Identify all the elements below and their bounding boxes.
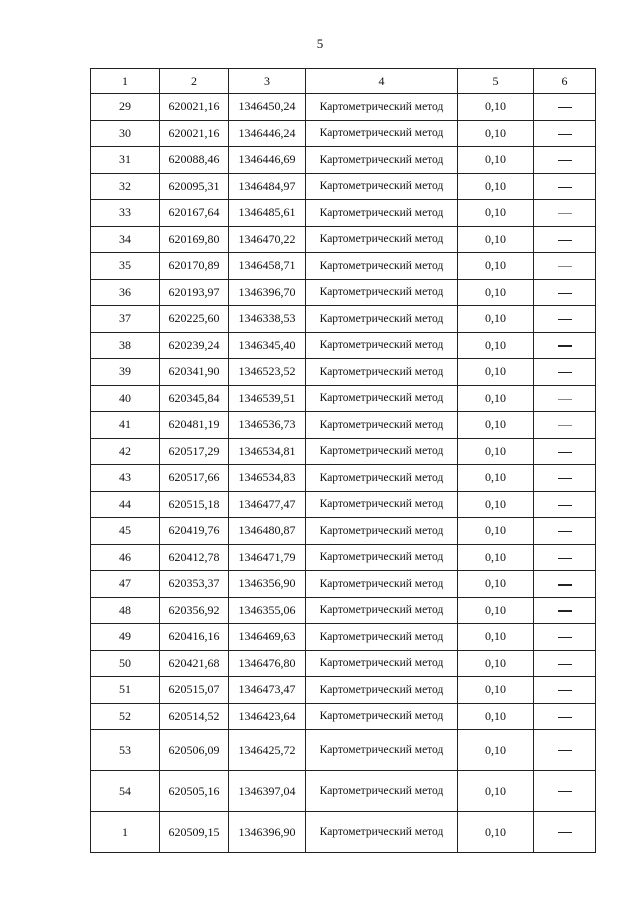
y-coordinate-cell: 1346396,90: [229, 812, 306, 853]
dash-mark: [558, 791, 572, 792]
method-cell: Картометрический метод: [306, 730, 458, 771]
dash-mark: [558, 213, 572, 214]
table-row: [91, 730, 596, 771]
y-coordinate-cell: 1346396,70: [229, 279, 306, 306]
note-cell: [534, 438, 596, 465]
note-cell: [534, 771, 596, 812]
dash-mark: [558, 134, 572, 135]
note-cell: [534, 200, 596, 227]
x-coordinate-cell: 620193,97: [160, 279, 229, 306]
note-cell: [534, 332, 596, 359]
coordinates-table: [90, 68, 596, 853]
table-row: [91, 597, 596, 624]
dash-mark: [558, 750, 572, 751]
method-cell: Картометрический метод: [306, 571, 458, 598]
point-number-cell: 45: [91, 518, 160, 545]
y-coordinate-cell: 1346355,06: [229, 597, 306, 624]
table-row: [91, 544, 596, 571]
header-col-5: 5: [458, 69, 534, 94]
x-coordinate-cell: 620169,80: [160, 226, 229, 253]
table-row: [91, 279, 596, 306]
accuracy-cell: 0,10: [458, 226, 534, 253]
y-coordinate-cell: 1346471,79: [229, 544, 306, 571]
point-number-cell: 1: [91, 812, 160, 853]
table-row: [91, 120, 596, 147]
y-coordinate-cell: 1346469,63: [229, 624, 306, 651]
point-number-cell: 37: [91, 306, 160, 333]
note-cell: [534, 94, 596, 121]
dash-mark: [558, 266, 572, 267]
table-row: [91, 771, 596, 812]
note-cell: [534, 624, 596, 651]
dash-mark: [558, 610, 572, 612]
table-row: [91, 624, 596, 651]
accuracy-cell: 0,10: [458, 200, 534, 227]
note-cell: [534, 650, 596, 677]
table-row: [91, 306, 596, 333]
point-number-cell: 47: [91, 571, 160, 598]
table-row: [91, 359, 596, 386]
method-cell: Картометрический метод: [306, 359, 458, 386]
dash-mark: [558, 293, 572, 294]
point-number-cell: 38: [91, 332, 160, 359]
method-cell: Картометрический метод: [306, 438, 458, 465]
accuracy-cell: 0,10: [458, 332, 534, 359]
method-cell: Картометрический метод: [306, 279, 458, 306]
point-number-cell: 46: [91, 544, 160, 571]
accuracy-cell: 0,10: [458, 94, 534, 121]
method-cell: Картометрический метод: [306, 544, 458, 571]
method-cell: Картометрический метод: [306, 650, 458, 677]
method-cell: Картометрический метод: [306, 253, 458, 280]
note-cell: [534, 730, 596, 771]
accuracy-cell: 0,10: [458, 771, 534, 812]
dash-mark: [558, 664, 572, 665]
dash-mark: [558, 399, 572, 400]
y-coordinate-cell: 1346446,24: [229, 120, 306, 147]
accuracy-cell: 0,10: [458, 120, 534, 147]
method-cell: Картометрический метод: [306, 518, 458, 545]
point-number-cell: 48: [91, 597, 160, 624]
point-number-cell: 36: [91, 279, 160, 306]
method-cell: Картометрический метод: [306, 200, 458, 227]
accuracy-cell: 0,10: [458, 677, 534, 704]
note-cell: [534, 120, 596, 147]
x-coordinate-cell: 620421,68: [160, 650, 229, 677]
method-cell: Картометрический метод: [306, 120, 458, 147]
x-coordinate-cell: 620345,84: [160, 385, 229, 412]
note-cell: [534, 491, 596, 518]
header-col-4: 4: [306, 69, 458, 94]
accuracy-cell: 0,10: [458, 703, 534, 730]
method-cell: Картометрический метод: [306, 677, 458, 704]
x-coordinate-cell: 620088,46: [160, 147, 229, 174]
note-cell: [534, 306, 596, 333]
x-coordinate-cell: 620416,16: [160, 624, 229, 651]
header-col-3: 3: [229, 69, 306, 94]
point-number-cell: 39: [91, 359, 160, 386]
dash-mark: [558, 240, 572, 241]
x-coordinate-cell: 620517,66: [160, 465, 229, 492]
note-cell: [534, 571, 596, 598]
method-cell: Картометрический метод: [306, 771, 458, 812]
note-cell: [534, 253, 596, 280]
table-row: [91, 94, 596, 121]
x-coordinate-cell: 620419,76: [160, 518, 229, 545]
x-coordinate-cell: 620515,18: [160, 491, 229, 518]
y-coordinate-cell: 1346425,72: [229, 730, 306, 771]
header-col-1: 1: [91, 69, 160, 94]
method-cell: Картометрический метод: [306, 147, 458, 174]
point-number-cell: 49: [91, 624, 160, 651]
note-cell: [534, 677, 596, 704]
dash-mark: [558, 832, 572, 833]
x-coordinate-cell: 620505,16: [160, 771, 229, 812]
point-number-cell: 52: [91, 703, 160, 730]
point-number-cell: 54: [91, 771, 160, 812]
x-coordinate-cell: 620509,15: [160, 812, 229, 853]
table-row: [91, 147, 596, 174]
y-coordinate-cell: 1346480,87: [229, 518, 306, 545]
table-row: [91, 385, 596, 412]
y-coordinate-cell: 1346397,04: [229, 771, 306, 812]
table-row: [91, 226, 596, 253]
accuracy-cell: 0,10: [458, 147, 534, 174]
point-number-cell: 51: [91, 677, 160, 704]
x-coordinate-cell: 620170,89: [160, 253, 229, 280]
x-coordinate-cell: 620353,37: [160, 571, 229, 598]
dash-mark: [558, 160, 572, 161]
table-row: [91, 650, 596, 677]
y-coordinate-cell: 1346470,22: [229, 226, 306, 253]
point-number-cell: 42: [91, 438, 160, 465]
dash-mark: [558, 690, 572, 691]
note-cell: [534, 147, 596, 174]
accuracy-cell: 0,10: [458, 412, 534, 439]
accuracy-cell: 0,10: [458, 597, 534, 624]
table-row: [91, 571, 596, 598]
y-coordinate-cell: 1346356,90: [229, 571, 306, 598]
table-row: [91, 332, 596, 359]
note-cell: [534, 465, 596, 492]
point-number-cell: 31: [91, 147, 160, 174]
method-cell: Картометрический метод: [306, 94, 458, 121]
y-coordinate-cell: 1346539,51: [229, 385, 306, 412]
y-coordinate-cell: 1346534,83: [229, 465, 306, 492]
point-number-cell: 50: [91, 650, 160, 677]
method-cell: Картометрический метод: [306, 812, 458, 853]
x-coordinate-cell: 620481,19: [160, 412, 229, 439]
table-body: [91, 94, 596, 853]
method-cell: Картометрический метод: [306, 306, 458, 333]
y-coordinate-cell: 1346485,61: [229, 200, 306, 227]
method-cell: Картометрический метод: [306, 491, 458, 518]
x-coordinate-cell: 620506,09: [160, 730, 229, 771]
dash-mark: [558, 531, 572, 532]
method-cell: Картометрический метод: [306, 226, 458, 253]
method-cell: Картометрический метод: [306, 332, 458, 359]
accuracy-cell: 0,10: [458, 465, 534, 492]
method-cell: Картометрический метод: [306, 412, 458, 439]
y-coordinate-cell: 1346476,80: [229, 650, 306, 677]
note-cell: [534, 812, 596, 853]
accuracy-cell: 0,10: [458, 571, 534, 598]
accuracy-cell: 0,10: [458, 253, 534, 280]
accuracy-cell: 0,10: [458, 306, 534, 333]
y-coordinate-cell: 1346345,40: [229, 332, 306, 359]
y-coordinate-cell: 1346450,24: [229, 94, 306, 121]
method-cell: Картометрический метод: [306, 624, 458, 651]
table-row: [91, 412, 596, 439]
x-coordinate-cell: 620341,90: [160, 359, 229, 386]
note-cell: [534, 544, 596, 571]
method-cell: Картометрический метод: [306, 385, 458, 412]
point-number-cell: 29: [91, 94, 160, 121]
note-cell: [534, 597, 596, 624]
point-number-cell: 53: [91, 730, 160, 771]
note-cell: [534, 703, 596, 730]
point-number-cell: 34: [91, 226, 160, 253]
point-number-cell: 33: [91, 200, 160, 227]
table-row: [91, 491, 596, 518]
note-cell: [534, 279, 596, 306]
table-row: [91, 200, 596, 227]
y-coordinate-cell: 1346338,53: [229, 306, 306, 333]
point-number-cell: 35: [91, 253, 160, 280]
table-row: [91, 703, 596, 730]
dash-mark: [558, 107, 572, 108]
y-coordinate-cell: 1346423,64: [229, 703, 306, 730]
dash-mark: [558, 452, 572, 453]
x-coordinate-cell: 620167,64: [160, 200, 229, 227]
accuracy-cell: 0,10: [458, 173, 534, 200]
note-cell: [534, 412, 596, 439]
note-cell: [534, 226, 596, 253]
table-header-row: [91, 69, 596, 94]
x-coordinate-cell: 620225,60: [160, 306, 229, 333]
y-coordinate-cell: 1346484,97: [229, 173, 306, 200]
y-coordinate-cell: 1346473,47: [229, 677, 306, 704]
note-cell: [534, 385, 596, 412]
dash-mark: [558, 637, 572, 638]
header-col-6: 6: [534, 69, 596, 94]
dash-mark: [558, 505, 572, 506]
point-number-cell: 40: [91, 385, 160, 412]
table-row: [91, 173, 596, 200]
dash-mark: [558, 187, 572, 188]
y-coordinate-cell: 1346458,71: [229, 253, 306, 280]
table-row: [91, 518, 596, 545]
y-coordinate-cell: 1346534,81: [229, 438, 306, 465]
y-coordinate-cell: 1346523,52: [229, 359, 306, 386]
point-number-cell: 43: [91, 465, 160, 492]
accuracy-cell: 0,10: [458, 730, 534, 771]
accuracy-cell: 0,10: [458, 812, 534, 853]
table-row: [91, 677, 596, 704]
x-coordinate-cell: 620412,78: [160, 544, 229, 571]
note-cell: [534, 173, 596, 200]
x-coordinate-cell: 620021,16: [160, 120, 229, 147]
x-coordinate-cell: 620515,07: [160, 677, 229, 704]
dash-mark: [558, 558, 572, 559]
dash-mark: [558, 319, 572, 320]
table-row: [91, 253, 596, 280]
x-coordinate-cell: 620356,92: [160, 597, 229, 624]
y-coordinate-cell: 1346477,47: [229, 491, 306, 518]
table-row: [91, 438, 596, 465]
dash-mark: [558, 717, 572, 718]
accuracy-cell: 0,10: [458, 518, 534, 545]
accuracy-cell: 0,10: [458, 438, 534, 465]
dash-mark: [558, 425, 572, 426]
header-col-2: 2: [160, 69, 229, 94]
point-number-cell: 30: [91, 120, 160, 147]
method-cell: Картометрический метод: [306, 173, 458, 200]
point-number-cell: 32: [91, 173, 160, 200]
accuracy-cell: 0,10: [458, 385, 534, 412]
note-cell: [534, 359, 596, 386]
point-number-cell: 44: [91, 491, 160, 518]
page-number: 5: [316, 36, 324, 51]
method-cell: Картометрический метод: [306, 465, 458, 492]
dash-mark: [558, 478, 572, 479]
point-number-cell: 41: [91, 412, 160, 439]
table-row: [91, 812, 596, 853]
x-coordinate-cell: 620095,31: [160, 173, 229, 200]
accuracy-cell: 0,10: [458, 624, 534, 651]
dash-mark: [558, 584, 572, 586]
x-coordinate-cell: 620514,52: [160, 703, 229, 730]
accuracy-cell: 0,10: [458, 279, 534, 306]
accuracy-cell: 0,10: [458, 359, 534, 386]
x-coordinate-cell: 620517,29: [160, 438, 229, 465]
x-coordinate-cell: 620239,24: [160, 332, 229, 359]
method-cell: Картометрический метод: [306, 703, 458, 730]
method-cell: Картометрический метод: [306, 597, 458, 624]
accuracy-cell: 0,10: [458, 491, 534, 518]
x-coordinate-cell: 620021,16: [160, 94, 229, 121]
table-row: [91, 465, 596, 492]
dash-mark: [558, 345, 572, 347]
y-coordinate-cell: 1346446,69: [229, 147, 306, 174]
accuracy-cell: 0,10: [458, 650, 534, 677]
note-cell: [534, 518, 596, 545]
accuracy-cell: 0,10: [458, 544, 534, 571]
dash-mark: [558, 372, 572, 373]
y-coordinate-cell: 1346536,73: [229, 412, 306, 439]
